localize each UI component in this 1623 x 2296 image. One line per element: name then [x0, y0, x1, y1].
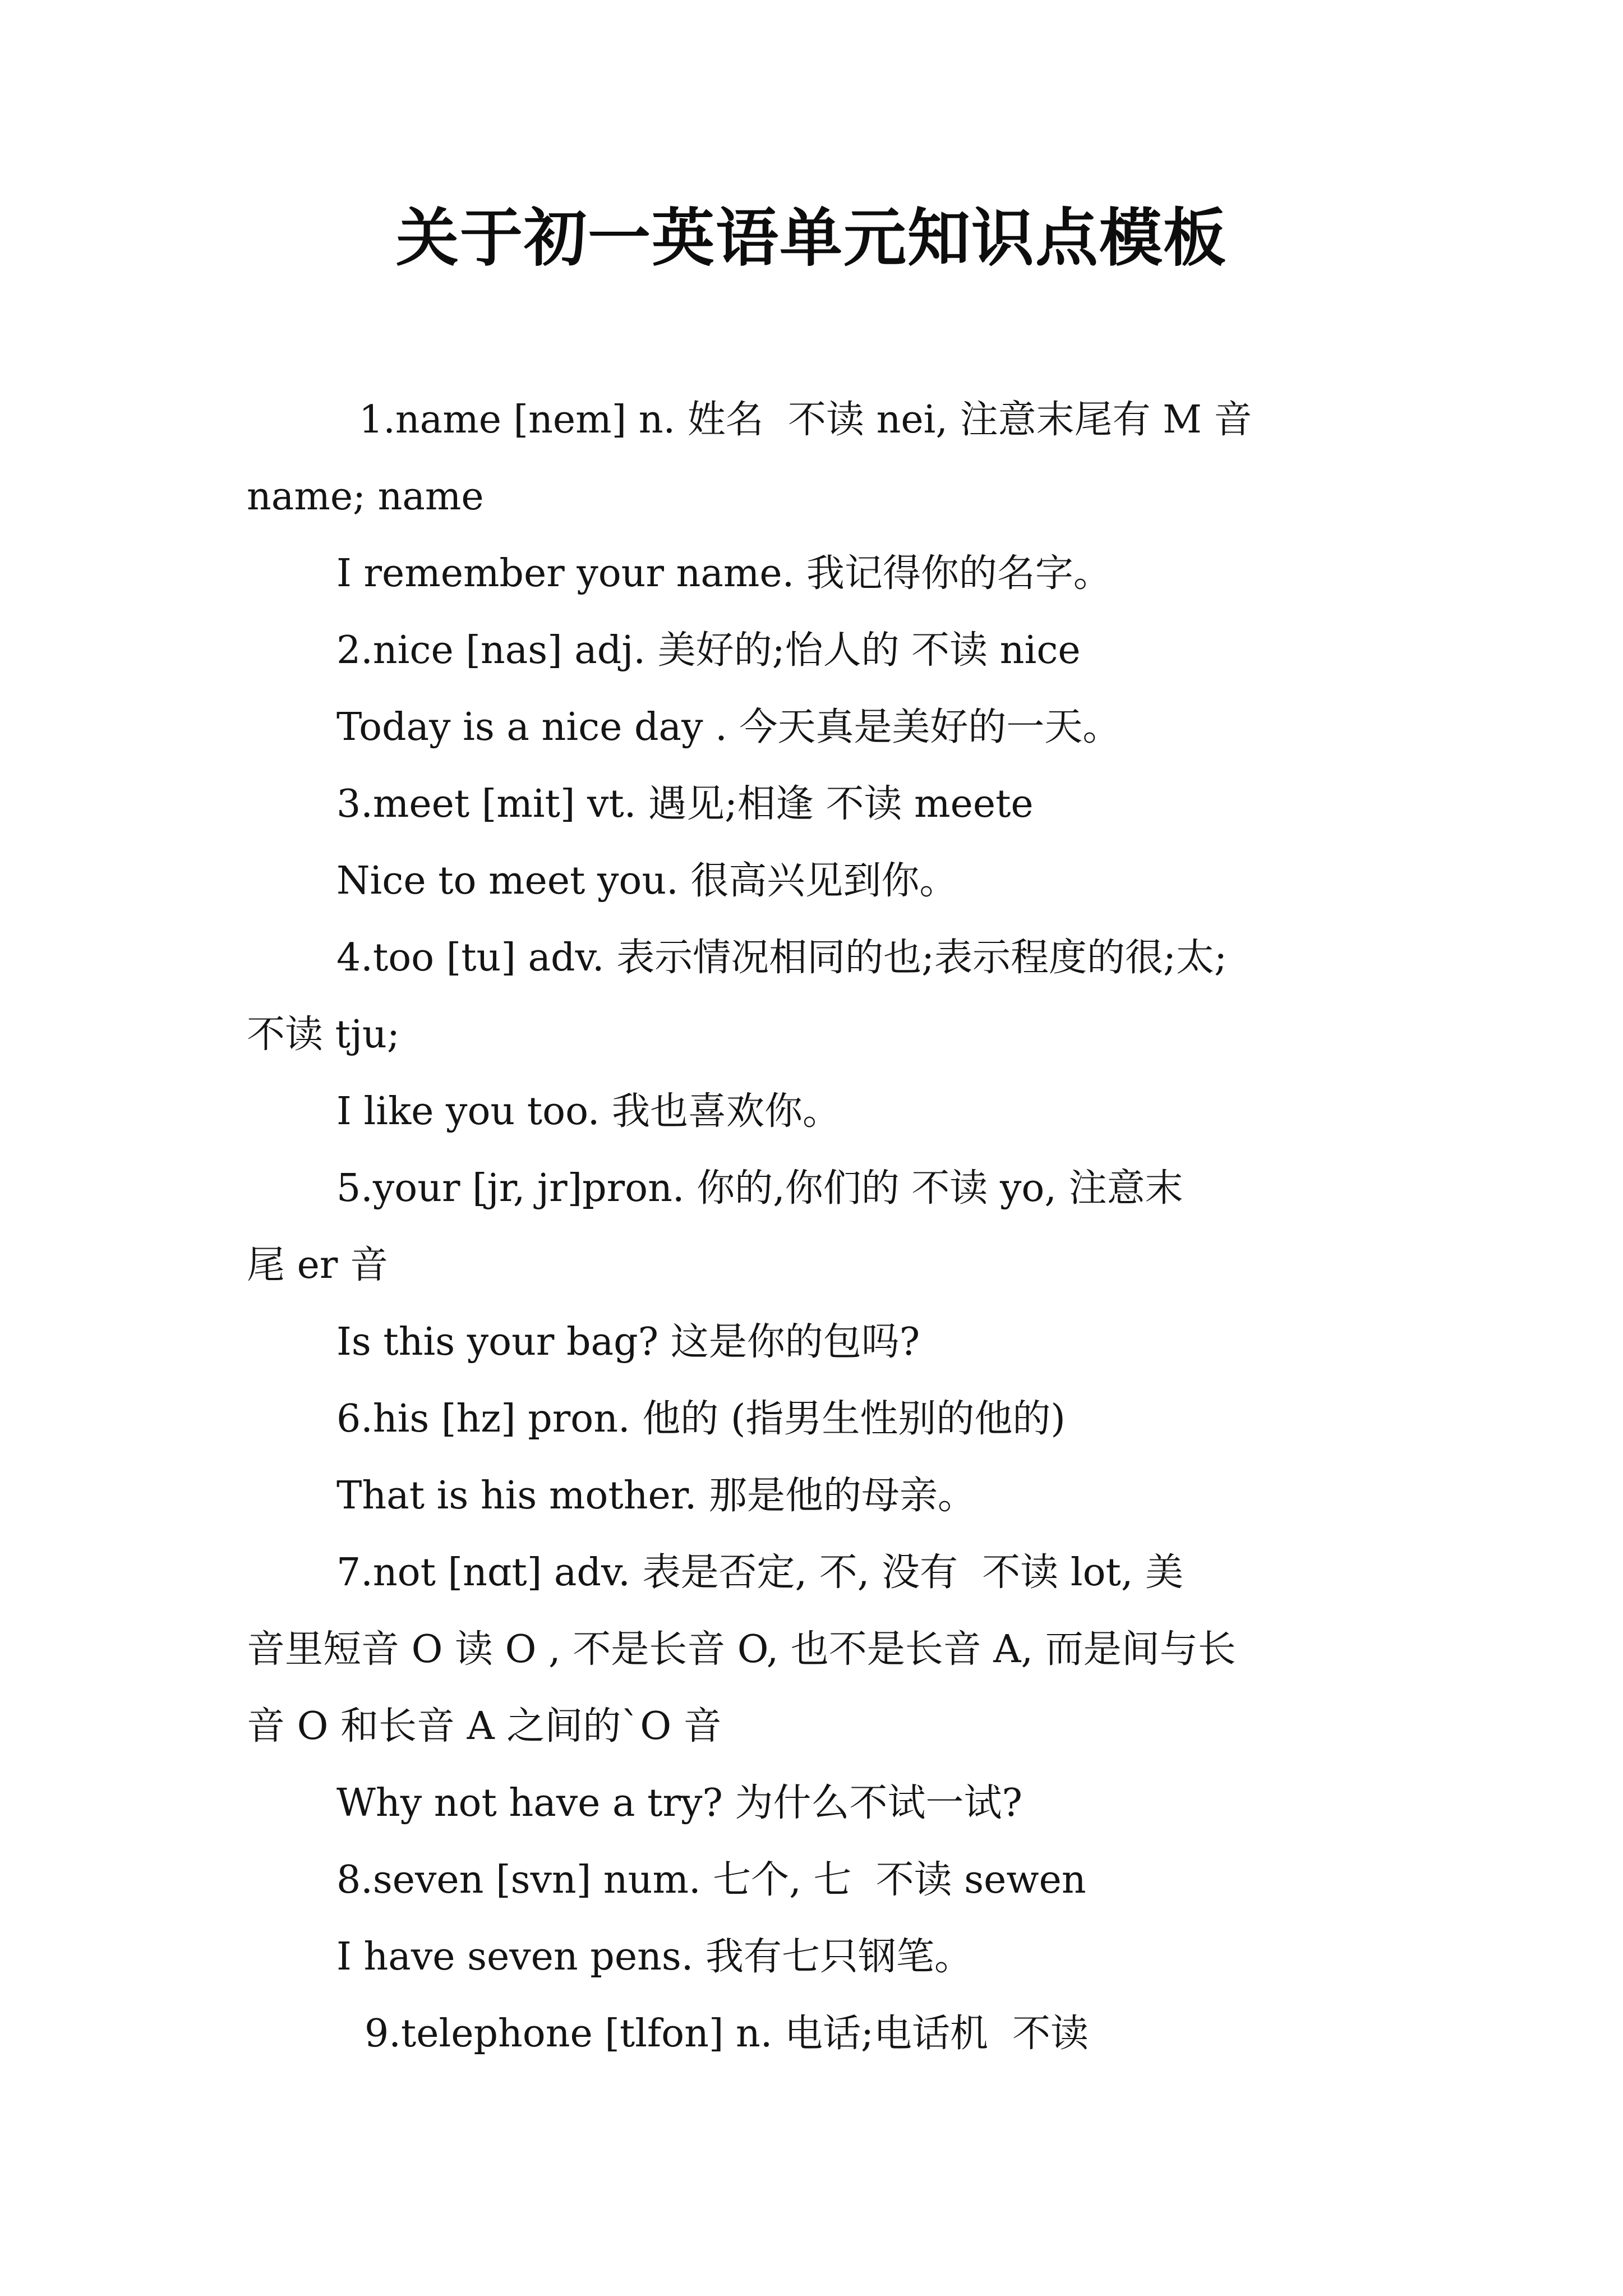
entry-7-definition-continued: 音里短音 O 读 O , 不是长音 O, 也不是长音 A, 而是间与长: [247, 1627, 1236, 1672]
entry-5-definition: 5.your [jr, jr]pron. 你的,你们的 不读 yo, 注意末: [336, 1166, 1183, 1211]
entry-7-example: Why not have a try? 为什么不试一试?: [336, 1781, 1022, 1825]
entry-7-definition: 7.not [nɑt] adv. 表是否定, 不, 没有 不读 lot, 美: [336, 1550, 1184, 1595]
entry-6-definition: 6.his [hz] pron. 他的 (指男生性别的他的): [336, 1397, 1066, 1441]
entry-6-example: That is his mother. 那是他的母亲。: [336, 1474, 976, 1518]
entry-1-definition: 1.name [nem] n. 姓名 不读 nei, 注意末尾有 M 音: [359, 398, 1252, 442]
entry-5-definition-continued: 尾 er 音: [247, 1243, 388, 1287]
entry-1-definition-continued: name; name: [247, 475, 484, 519]
document-title: 关于初一英语单元知识点模板: [396, 201, 1227, 275]
entry-3-definition: 3.meet [mit] vt. 遇见;相逢 不读 meete: [336, 782, 1034, 826]
entry-2-example: Today is a nice day . 今天真是美好的一天。: [336, 705, 1121, 749]
entry-4-example: I like you too. 我也喜欢你。: [336, 1089, 841, 1134]
entry-7-definition-continued-2: 音 O 和长音 A 之间的`O 音: [247, 1704, 722, 1749]
entry-3-example: Nice to meet you. 很高兴见到你。: [336, 859, 958, 903]
document-body: [247, 381, 1391, 2072]
entry-4-definition-continued: 不读 tju;: [247, 1013, 400, 1057]
entry-8-definition: 8.seven [svn] num. 七个, 七 不读 sewen: [336, 1858, 1086, 1902]
entry-4-definition: 4.too [tu] adv. 表示情况相同的也;表示程度的很;太;: [336, 936, 1227, 980]
entry-8-example: I have seven pens. 我有七只钢笔。: [336, 1935, 972, 1979]
entry-1-example: I remember your name. 我记得你的名字。: [336, 551, 1112, 596]
entry-9-definition: 9.telephone [tlfon] n. 电话;电话机 不读: [365, 2012, 1089, 2056]
entry-5-example: Is this your bag? 这是你的包吗?: [336, 1320, 920, 1364]
entry-2-definition: 2.nice [nas] adj. 美好的;怡人的 不读 nice: [336, 628, 1081, 673]
